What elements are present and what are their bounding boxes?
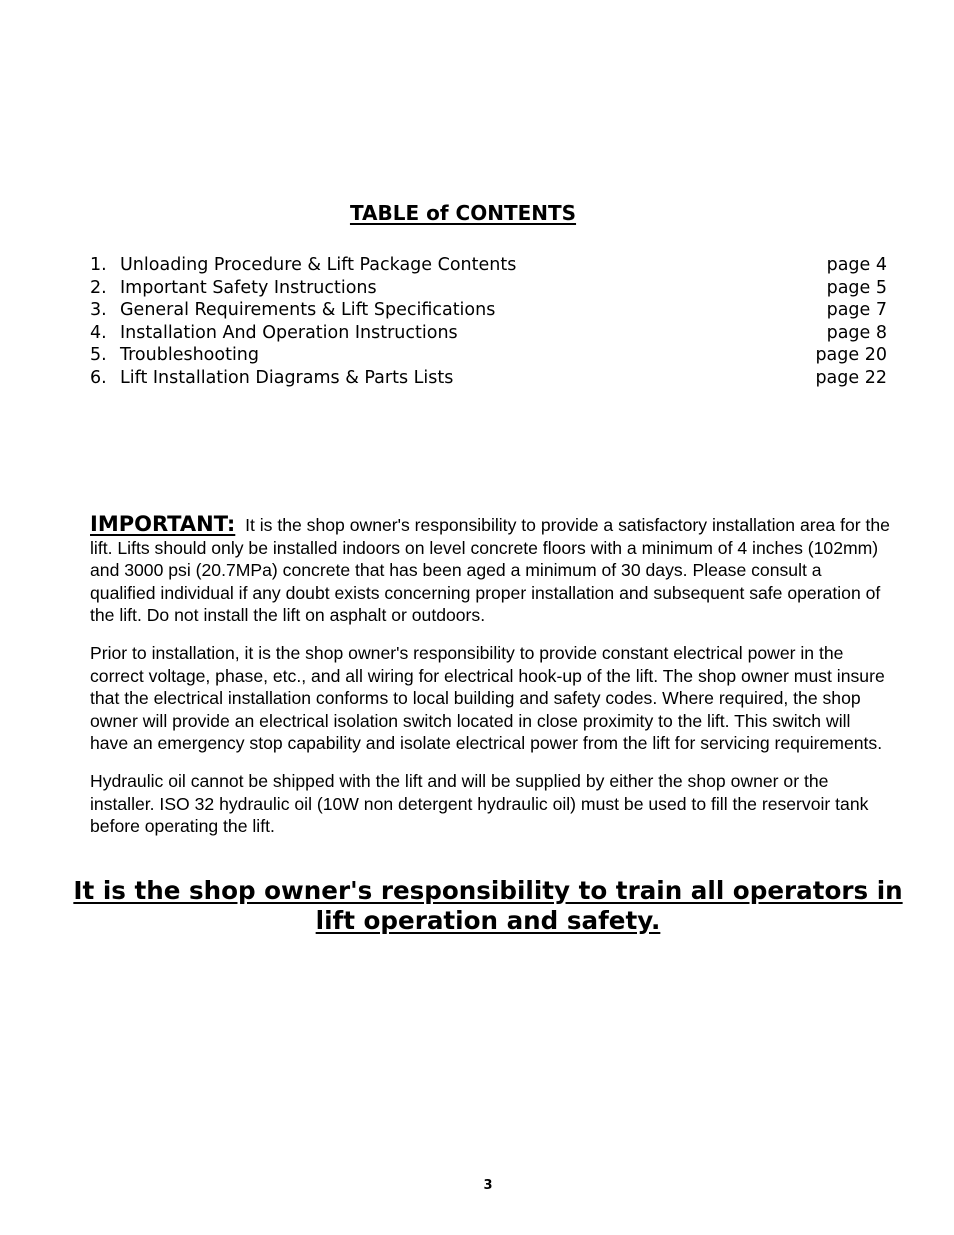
toc-item-number: 4. — [90, 322, 107, 343]
toc-item-page: page 5 — [826, 277, 887, 298]
page-number: 3 — [483, 1178, 493, 1193]
toc-item-label: Lift Installation Diagrams & Parts Lists — [120, 367, 454, 388]
toc-item-page: page 4 — [826, 255, 887, 275]
toc-item — [90, 277, 887, 300]
toc-item-entry — [90, 277, 377, 300]
toc-item — [90, 344, 887, 367]
toc-item-page: page 7 — [826, 300, 887, 321]
table-of-contents — [90, 254, 887, 390]
toc-item-number: 2. — [90, 277, 107, 298]
toc-item-entry — [90, 367, 453, 390]
toc-item-label: General Requirements & Lift Specifications — [120, 300, 496, 321]
toc-item-label: Important Safety Instructions — [120, 277, 377, 298]
toc-item-page: page 22 — [815, 367, 887, 388]
toc-item-entry — [90, 322, 458, 345]
toc-item-number: 1. — [90, 255, 107, 275]
toc-item — [90, 322, 887, 345]
electrical-paragraph: Prior to installation, it is the shop owner's responsibility to provide constant electrical power in the correct voltage, phase, etc., and all wiring for electrical hook-up of the lift. The shop owner must insure that the electrical installation conforms to local building and safety codes. Where required, the shop owner will provide an electrical isolation switch located in close proximity to the lift. This switch will have an emergency stop capability and isolate electrical power from the lift for servicing requirements. — [90, 642, 885, 754]
toc-item — [90, 254, 887, 277]
toc-item-page: page 8 — [826, 322, 887, 343]
toc-item-page: page 20 — [815, 345, 887, 366]
toc-item-number: 5. — [90, 345, 107, 366]
toc-item-entry — [90, 254, 516, 277]
toc-item-number: 3. — [90, 300, 107, 321]
toc-item-entry — [90, 299, 495, 322]
toc-title: TABLE of CONTENTS — [349, 201, 577, 225]
body-text — [90, 513, 890, 853]
toc-item-label: Installation And Operation Instructions — [120, 322, 458, 343]
important-label: IMPORTANT: — [90, 512, 236, 536]
toc-item-label: Troubleshooting — [120, 345, 260, 366]
closing-statement: It is the shop owner's responsibility to train all operators in lift operation and safety. — [73, 876, 903, 935]
hydraulic-oil-paragraph: Hydraulic oil cannot be shipped with the lift and will be supplied by either the shop owner or the installer. ISO 32 hydraulic oil (10W non detergent hydraulic oil) must be used to fill the reservoir tank before operating the lift. — [90, 770, 869, 837]
important-text: It is the shop owner's responsibility to provide a satisfactory installation area for the lift. Lifts should only be installed indoors on level concrete floors with a minimum of 4 inches (102mm) and 3000 psi (20.7MPa) concrete that has been aged a minimum of 30 days. Please consult a qualified individual if any doubt exists concerning proper installation and subsequent safe operation of the lift. Do not install the lift on asphalt or outdoors. — [90, 515, 890, 626]
toc-item-entry — [90, 344, 259, 367]
toc-item-number: 6. — [90, 367, 107, 388]
toc-item — [90, 299, 887, 322]
toc-item — [90, 367, 887, 390]
important-paragraph — [90, 513, 890, 627]
toc-item-label: Unloading Procedure & Lift Package Contents — [120, 255, 517, 275]
